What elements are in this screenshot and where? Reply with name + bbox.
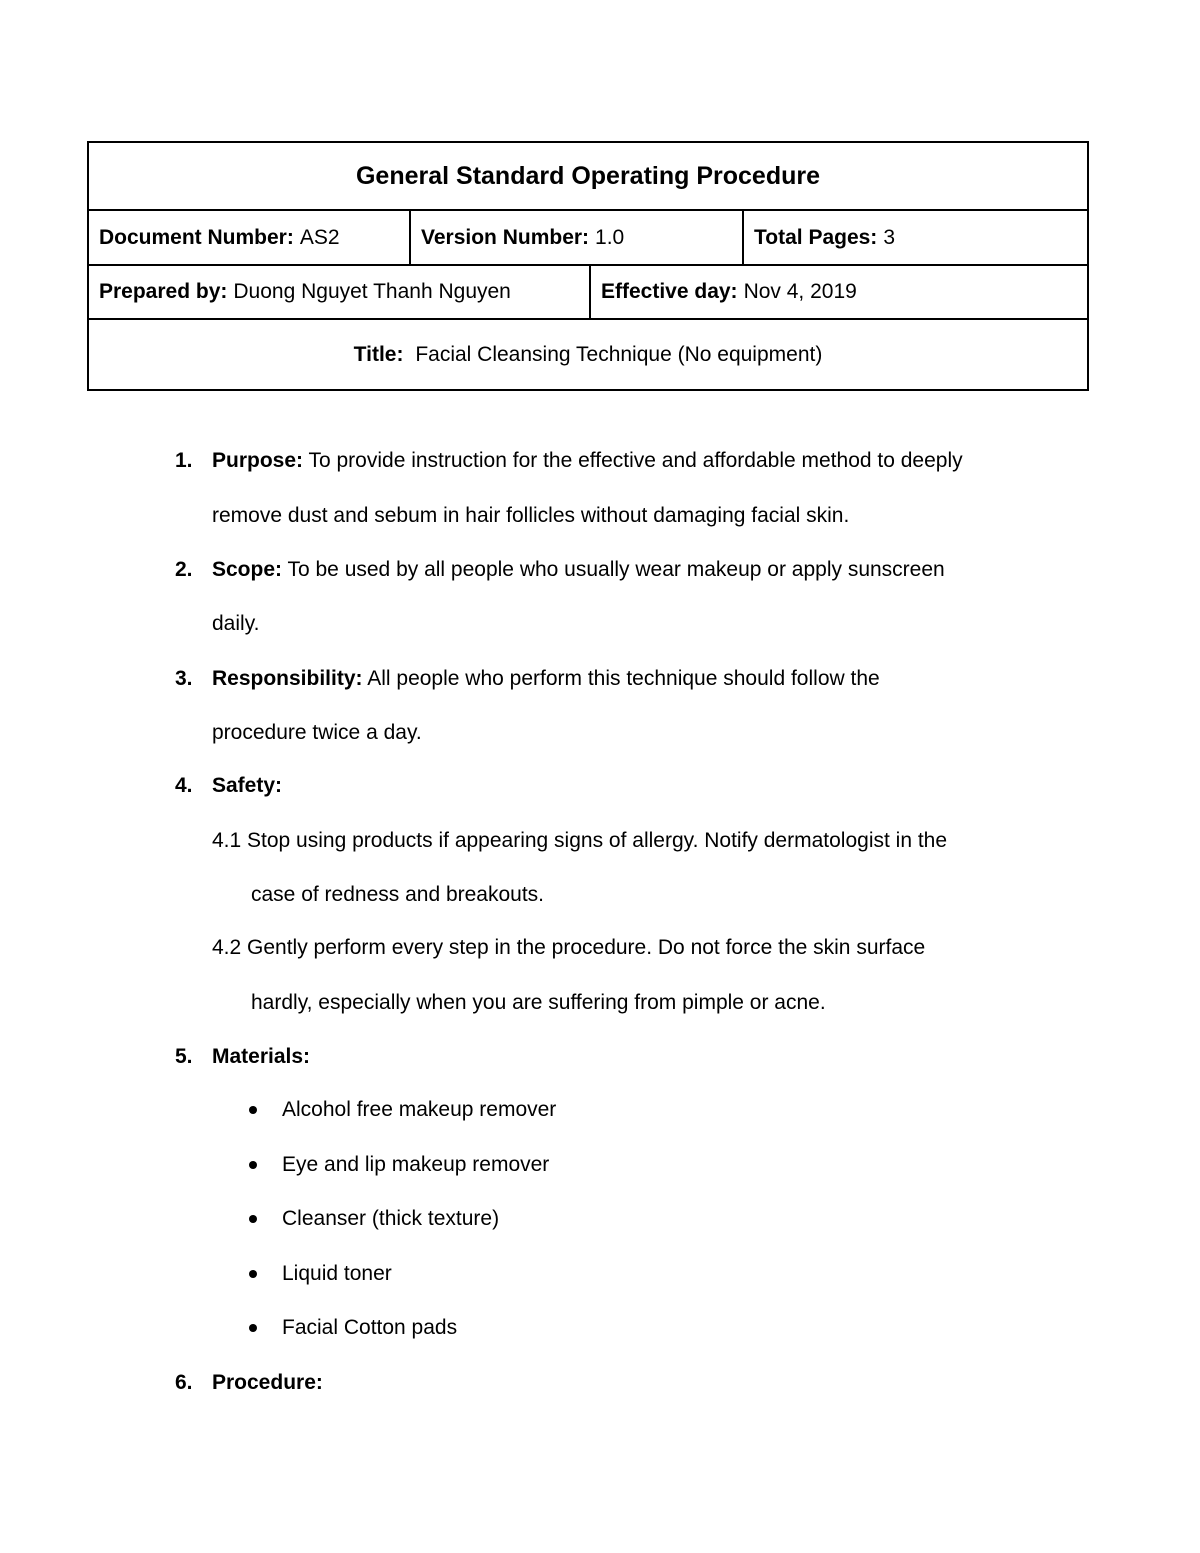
total-pages-value: 3 xyxy=(883,225,895,249)
version-number-value: 1.0 xyxy=(595,225,625,249)
document-main-title: General Standard Operating Procedure xyxy=(355,161,820,190)
version-number-label: Version Number: xyxy=(421,225,590,249)
materials-heading xyxy=(212,1044,310,1070)
total-pages-cell xyxy=(742,211,1087,264)
document-number-label: Document Number: xyxy=(99,225,294,249)
effective-day-cell xyxy=(589,266,1087,318)
title-value: Facial Cleansing Technique (No equipment) xyxy=(415,342,823,366)
purpose-number: 1. xyxy=(175,449,193,472)
header-doc-title-row xyxy=(89,320,1087,389)
purpose-line-1 xyxy=(212,448,963,474)
prepared-by-cell xyxy=(89,266,589,318)
total-pages-label: Total Pages: xyxy=(754,225,878,249)
bullet-icon xyxy=(249,1324,257,1332)
scope-text-1: To be used by all people who usually wear makeup or apply sunscreen xyxy=(287,558,945,581)
procedure-heading xyxy=(212,1370,323,1396)
document-number-value: AS2 xyxy=(299,225,340,249)
version-number-cell xyxy=(409,211,742,264)
material-item: Cleanser (thick texture) xyxy=(282,1207,500,1230)
materials-number: 5. xyxy=(175,1045,193,1068)
bullet-icon xyxy=(249,1106,257,1114)
material-item: Eye and lip makeup remover xyxy=(282,1153,550,1176)
scope-text-2: daily. xyxy=(212,612,260,635)
material-item: Alcohol free makeup remover xyxy=(282,1098,557,1121)
scope-label: Scope: xyxy=(212,558,283,581)
responsibility-label: Responsibility: xyxy=(212,667,363,690)
safety-item-1-line-1: 4.1 Stop using products if appearing signs of allergy. Notify dermatologist in the xyxy=(212,829,948,852)
effective-day-label: Effective day: xyxy=(601,280,738,303)
safety-item-2-line-2: hardly, especially when you are suffering from pimple or acne. xyxy=(251,991,826,1014)
header-meta-row xyxy=(89,211,1087,266)
bullet-icon xyxy=(249,1161,257,1169)
materials-label: Materials: xyxy=(212,1045,311,1068)
safety-label: Safety: xyxy=(212,774,283,797)
responsibility-text-2: procedure twice a day. xyxy=(212,721,422,744)
safety-item-2-line-1: 4.2 Gently perform every step in the procedure. Do not force the skin surface xyxy=(212,936,926,959)
document-title xyxy=(354,343,823,367)
prepared-by-label: Prepared by: xyxy=(99,280,228,303)
purpose-text-1: To provide instruction for the effective and affordable method to deeply xyxy=(308,449,963,472)
document-number-cell xyxy=(89,211,409,264)
material-item: Liquid toner xyxy=(282,1262,392,1285)
bullet-icon xyxy=(249,1215,257,1223)
prepared-by-value: Duong Nguyet Thanh Nguyen xyxy=(233,280,511,303)
purpose-text-2: remove dust and sebum in hair follicles without damaging facial skin. xyxy=(212,504,850,527)
bullet-icon xyxy=(249,1270,257,1278)
header-prepared-row xyxy=(89,266,1087,320)
effective-day-value: Nov 4, 2019 xyxy=(743,280,857,303)
purpose-label: Purpose: xyxy=(212,449,304,472)
responsibility-text-1: All people who perform this technique should follow the xyxy=(367,667,880,690)
procedure-number: 6. xyxy=(175,1371,193,1394)
safety-number: 4. xyxy=(175,774,193,797)
material-item: Facial Cotton pads xyxy=(282,1316,458,1339)
title-label: Title: xyxy=(353,342,404,366)
scope-number: 2. xyxy=(175,558,193,581)
scope-line-1 xyxy=(212,557,945,583)
safety-item-1-line-2: case of redness and breakouts. xyxy=(251,883,545,906)
responsibility-number: 3. xyxy=(175,667,193,690)
procedure-label: Procedure: xyxy=(212,1371,323,1394)
header-title-row xyxy=(89,143,1087,211)
responsibility-line-1 xyxy=(212,666,880,692)
sop-header-table xyxy=(87,141,1089,391)
safety-heading xyxy=(212,773,282,799)
